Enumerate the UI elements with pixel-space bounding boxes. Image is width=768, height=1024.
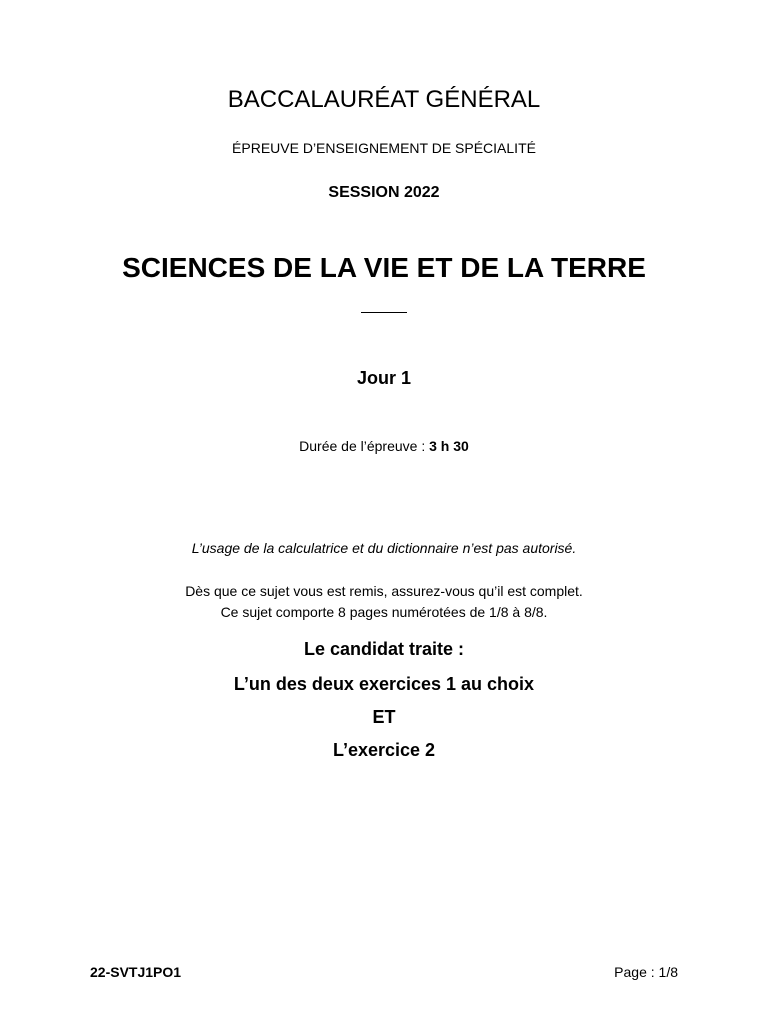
duration-label: Durée de l’épreuve :	[299, 438, 430, 454]
duration-value: 3 h 30	[429, 438, 469, 454]
instruction-exercise-choice: L’un des deux exercices 1 au choix	[233, 674, 535, 694]
calculator-rule: L’usage de la calculatrice et du dictionnaire n’est pas autorisé.	[191, 540, 577, 556]
duration-line	[0, 438, 768, 454]
completeness-check: Dès que ce sujet vous est remis, assurez-vous qu’il est complet.	[185, 583, 583, 599]
title-divider	[361, 312, 407, 313]
instruction-heading: Le candidat traite :	[303, 639, 465, 659]
subject-title: SCIENCES DE LA VIE ET DE LA TERRE	[122, 252, 646, 283]
instruction-exercise-2: L’exercice 2	[332, 740, 436, 760]
page-number: Page : 1/8	[614, 964, 678, 980]
exam-type-title: BACCALAURÉAT GÉNÉRAL	[227, 86, 541, 113]
instruction-and: ET	[372, 707, 396, 727]
subject-code: 22-SVTJ1PO1	[90, 964, 182, 980]
page-count-note: Ce sujet comporte 8 pages numérotées de 1/8 à 8/8.	[220, 604, 548, 620]
day-label: Jour 1	[356, 368, 412, 388]
exam-kind-subtitle: ÉPREUVE D’ENSEIGNEMENT DE SPÉCIALITÉ	[232, 140, 536, 156]
session-label: SESSION 2022	[328, 184, 440, 201]
